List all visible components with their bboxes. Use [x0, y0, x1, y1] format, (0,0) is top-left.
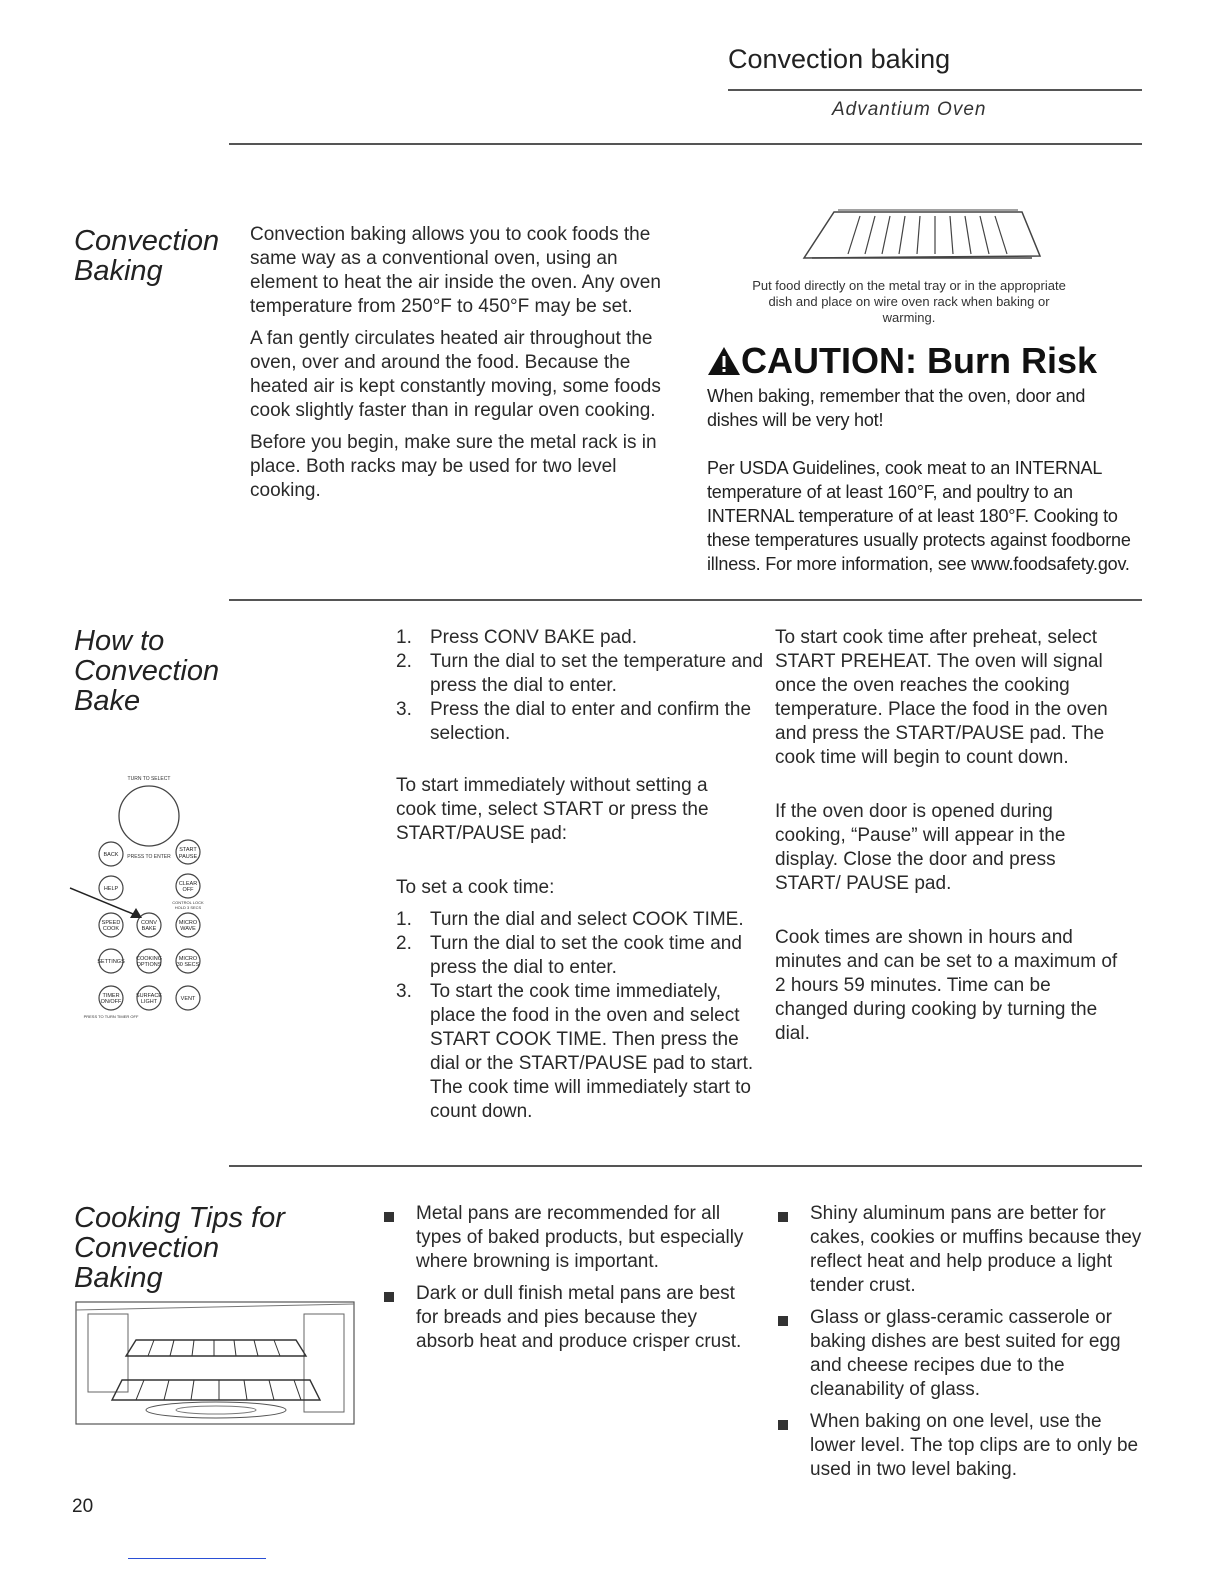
vent-button-label: VENT: [180, 996, 196, 1002]
caution-heading: [707, 340, 1097, 382]
surface-light-label-2: LIGHT: [140, 999, 158, 1005]
micro-30-label: MICRO: [178, 956, 198, 962]
bullet-icon: [384, 1292, 394, 1302]
pause-button-label: PAUSE: [178, 854, 198, 860]
control-panel-illustration: [66, 770, 226, 1020]
preheat-text: To start cook time after preheat, select START PREHEAT. The oven will signal once the oven reaches the cooking temperature. Place the food in the oven and press the START/PAUSE pad. The cook time will begin to count down.: [775, 627, 1108, 768]
paragraph: Convection baking allows you to cook foods the same way as a conventional oven, using an element to heat the air inside the oven. Any oven temperature from 250°F to 450°F may be set.: [250, 224, 661, 317]
section-title-cooking-tips: Cooking Tips for Convection Baking: [74, 1202, 285, 1294]
bullet-icon: [778, 1420, 788, 1430]
section-title-convection-baking: Convection Baking: [74, 225, 220, 287]
list-item: 2. Turn the dial to set the temperature and press the dial to enter.: [396, 651, 764, 696]
control-lock-label: CONTROL LOCK: [172, 900, 204, 905]
list-item: 1. Turn the dial and select COOK TIME.: [396, 909, 744, 930]
tips-left-list: [384, 1202, 744, 1362]
speed-cook-label-2: COOK: [102, 926, 120, 932]
header-rule: [728, 89, 1142, 91]
selection-dial-icon: [119, 786, 179, 846]
link-underline: [128, 1558, 266, 1559]
caution-title: CAUTION: Burn Risk: [741, 340, 1098, 381]
pointer-arrow-icon: [70, 888, 138, 916]
cook-time-steps-list: [396, 908, 756, 1124]
dial-top-label: TURN TO SELECT: [127, 776, 171, 782]
dial-bottom-label: PRESS TO ENTER: [127, 854, 171, 860]
timer-note-label: PRESS TO TURN TIMER OFF: [83, 1014, 139, 1019]
steps-list: [396, 626, 766, 746]
warning-icon: [707, 345, 741, 377]
oven-interior-illustration: [74, 1300, 356, 1426]
list-item: 2. Turn the dial to set the cook time and press the dial to enter.: [396, 933, 742, 978]
timer-button-label: TIMER: [102, 993, 120, 999]
metal-tray-illustration: [800, 206, 1045, 264]
list-item: 1. Press CONV BAKE pad.: [396, 627, 637, 648]
page-header-subtitle: Advantium Oven: [832, 99, 987, 120]
how-to-left-column: [396, 626, 766, 1124]
section-divider: [229, 143, 1142, 145]
micro-wave-label-2: WAVE: [180, 926, 196, 932]
set-cook-time-intro: To set a cook time:: [396, 877, 555, 898]
section-divider: [229, 1165, 1142, 1167]
usda-guidelines-text: Per USDA Guidelines, cook meat to an INTERNAL temperature of at least 160°F, and poultry to an INTERNAL temperature of at least 180°F. Cooking to these temperatures usually protects against foodborne illness. For more information, see www.foodsafety.gov.: [707, 458, 1131, 574]
micro-wave-label: MICRO: [178, 920, 198, 926]
cooking-options-label: COOKING: [136, 956, 162, 962]
how-to-right-column: [775, 626, 1135, 1054]
list-item: When baking on one level, use the lower level. The top clips are to only be used in two level baking.: [778, 1410, 1142, 1482]
bullet-icon: [778, 1212, 788, 1222]
settings-button-label: SETTINGS: [97, 959, 125, 965]
start-immediately-text: To start immediately without setting a cook time, select START or press the START/PAUSE pad:: [396, 775, 709, 844]
section-title-how-to-convection-bake: How to Convection Bake: [74, 625, 220, 717]
list-item: 3. To start the cook time immediately, place the food in the oven and select START COOK TIME. Then press the dial or the START/PAUSE pad to start. The cook time will immediately start to count down.: [396, 981, 754, 1122]
micro-30-label-2: 30 SECS: [176, 962, 200, 968]
conv-bake-label: CONV: [141, 920, 157, 926]
list-item: Glass or glass-ceramic casserole or baking dishes are best suited for egg and cheese recipes due to the cleanability of glass.: [778, 1306, 1142, 1402]
list-item: Dark or dull finish metal pans are best for breads and pies because they absorb heat and produce crisper crust.: [384, 1282, 744, 1354]
cooking-options-label-2: OPTIONS: [136, 962, 162, 968]
start-button-label: START: [179, 847, 197, 853]
convection-baking-text: [250, 223, 690, 511]
tips-right-list: [778, 1202, 1142, 1490]
door-opened-text: If the oven door is opened during cooking, “Pause” will appear in the display. Close the door and press START/ PAUSE pad.: [775, 801, 1066, 894]
paragraph: Before you begin, make sure the metal rack is in place. Both racks may be used for two level cooking.: [250, 432, 657, 501]
page-number: 20: [72, 1496, 94, 1517]
bullet-icon: [384, 1212, 394, 1222]
back-button-label: BACK: [103, 852, 119, 858]
bullet-icon: [778, 1316, 788, 1326]
tray-caption: Put food directly on the metal tray or in the appropriate dish and place on wire oven rack when baking or warming.: [752, 278, 1066, 325]
list-item: Metal pans are recommended for all types of baked products, but especially where browning is important.: [384, 1202, 744, 1274]
caution-text: When baking, remember that the oven, door and dishes will be very hot!: [707, 386, 1086, 430]
off-label: OFF: [182, 887, 194, 893]
hold-label: HOLD 3 SECS: [174, 905, 202, 910]
conv-bake-label-2: BAKE: [141, 926, 157, 932]
page-header-title: Convection baking: [728, 44, 951, 74]
list-item: 3. Press the dial to enter and confirm the selection.: [396, 699, 752, 744]
cook-time-max-text: Cook times are shown in hours and minutes and can be set to a maximum of 2 hours 59 minutes. Time can be changed during cooking by turning the dial.: [775, 927, 1118, 1044]
clear-button-label: CLEAR: [178, 881, 198, 887]
speed-cook-label: SPEED: [101, 920, 121, 926]
surface-light-label: SURFACE: [136, 993, 162, 999]
paragraph: A fan gently circulates heated air throughout the oven, over and around the food. Because the heated air is kept constantly moving, some foods cook slightly faster than in regular oven cooking.: [250, 328, 661, 421]
list-item: Shiny aluminum pans are better for cakes, cookies or muffins because they reflect heat and help produce a light tender crust.: [778, 1202, 1142, 1298]
section-divider: [229, 599, 1142, 601]
help-button-label: HELP: [103, 886, 119, 892]
timer-button-label-2: ON/OFF: [100, 999, 122, 1005]
